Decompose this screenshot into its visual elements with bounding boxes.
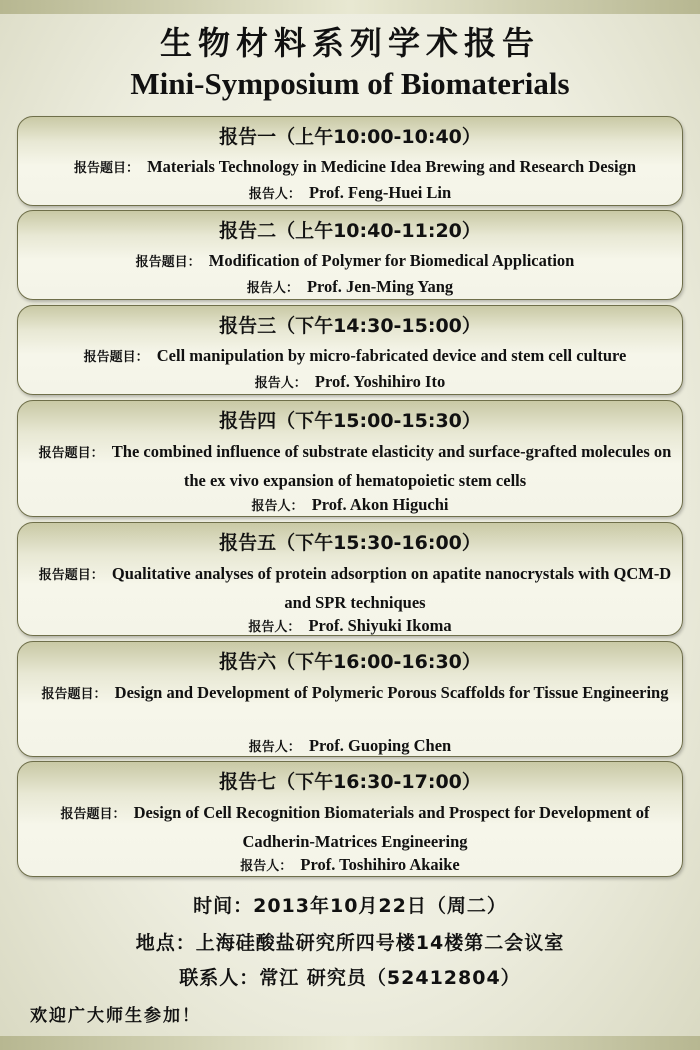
speaker-label: 报告人： <box>246 281 299 296</box>
talk-card-2 <box>17 210 683 300</box>
talk-topic <box>38 679 672 708</box>
topic-label: 报告题目： <box>38 446 104 461</box>
talk-card-6 <box>17 641 683 757</box>
welcome-message: 欢迎广大师生参加！ <box>30 1006 201 1026</box>
talk-topic-text: Design of Cell Recognition Biomaterials and Prospect for Development of Cadherin-Matrices Engineering <box>133 803 650 851</box>
talk-heading: 报告二（上午10:40-11:20） <box>219 220 481 242</box>
talk-speaker <box>18 372 682 392</box>
bottom-band <box>0 1036 700 1050</box>
speaker-label: 报告人： <box>251 499 304 514</box>
talk-topic <box>38 799 672 855</box>
talk-speaker <box>18 277 682 297</box>
talk-speaker-name: Prof. Toshihiro Akaike <box>300 855 460 874</box>
page-title-chinese: 生物材料系列学术报告 <box>159 24 540 62</box>
talk-topic <box>38 560 672 616</box>
talk-speaker-name: Prof. Yoshihiro Ito <box>314 372 446 391</box>
talk-topic <box>38 342 672 371</box>
topic-label: 报告题目： <box>135 255 201 270</box>
speaker-label: 报告人： <box>248 620 301 635</box>
talk-speaker <box>18 495 682 515</box>
talk-speaker <box>18 855 682 875</box>
talk-topic-text: Design and Development of Polymeric Porous Scaffolds for Tissue Engineering <box>114 683 669 702</box>
talk-heading: 报告六（下午16:00-16:30） <box>219 651 481 673</box>
topic-label: 报告题目： <box>83 350 149 365</box>
top-band <box>0 0 700 14</box>
speaker-label: 报告人： <box>240 859 293 874</box>
event-location: 地点：上海硅酸盐研究所四号楼14楼第二会议室 <box>135 932 565 954</box>
talk-heading: 报告三（下午14:30-15:00） <box>219 315 481 337</box>
event-contact: 联系人：常江 研究员（52412804） <box>179 967 521 989</box>
talk-topic-text: Cell manipulation by micro-fabricated device and stem cell culture <box>156 346 627 365</box>
talk-speaker-name: Prof. Akon Higuchi <box>311 495 449 514</box>
talk-speaker-name: Prof. Feng-Huei Lin <box>308 183 452 202</box>
talk-speaker-name: Prof. Jen-Ming Yang <box>306 277 454 296</box>
talk-speaker-name: Prof. Shiyuki Ikoma <box>308 616 452 635</box>
event-time: 时间：2013年10月22日（周二） <box>193 895 507 917</box>
talk-topic-text: The combined influence of substrate elasticity and surface-grafted molecules on the ex vivo expansion of hematopoietic stem cells <box>111 442 672 490</box>
talk-card-3 <box>17 305 683 395</box>
topic-label: 报告题目： <box>60 807 126 822</box>
talk-card-7 <box>17 761 683 877</box>
talk-card-4 <box>17 400 683 517</box>
speaker-label: 报告人： <box>248 187 301 202</box>
talk-speaker <box>18 183 682 203</box>
topic-label: 报告题目： <box>73 161 139 176</box>
talk-speaker <box>18 736 682 756</box>
page-title-english: Mini-Symposium of Biomaterials <box>130 66 570 101</box>
topic-label: 报告题目： <box>38 568 104 583</box>
talk-topic-text: Materials Technology in Medicine Idea Brewing and Research Design <box>147 157 637 176</box>
topic-label: 报告题目： <box>41 687 107 702</box>
talk-heading: 报告一（上午10:00-10:40） <box>219 126 481 148</box>
talk-topic-text: Modification of Polymer for Biomedical Application <box>208 251 575 270</box>
talk-topic-text: Qualitative analyses of protein adsorption on apatite nanocrystals with QCM-D and SPR techniques <box>111 564 672 612</box>
speaker-label: 报告人： <box>248 740 301 755</box>
talk-card-1 <box>17 116 683 206</box>
speaker-label: 报告人： <box>254 376 307 391</box>
talk-heading: 报告五（下午15:30-16:00） <box>219 532 481 554</box>
talk-topic <box>38 438 672 494</box>
talk-speaker-name: Prof. Guoping Chen <box>308 736 452 755</box>
talk-card-5 <box>17 522 683 636</box>
talk-heading: 报告七（下午16:30-17:00） <box>219 771 481 793</box>
talk-topic <box>38 153 672 182</box>
talk-topic <box>38 247 672 276</box>
talk-heading: 报告四（下午15:00-15:30） <box>219 410 481 432</box>
talk-speaker <box>18 616 682 636</box>
